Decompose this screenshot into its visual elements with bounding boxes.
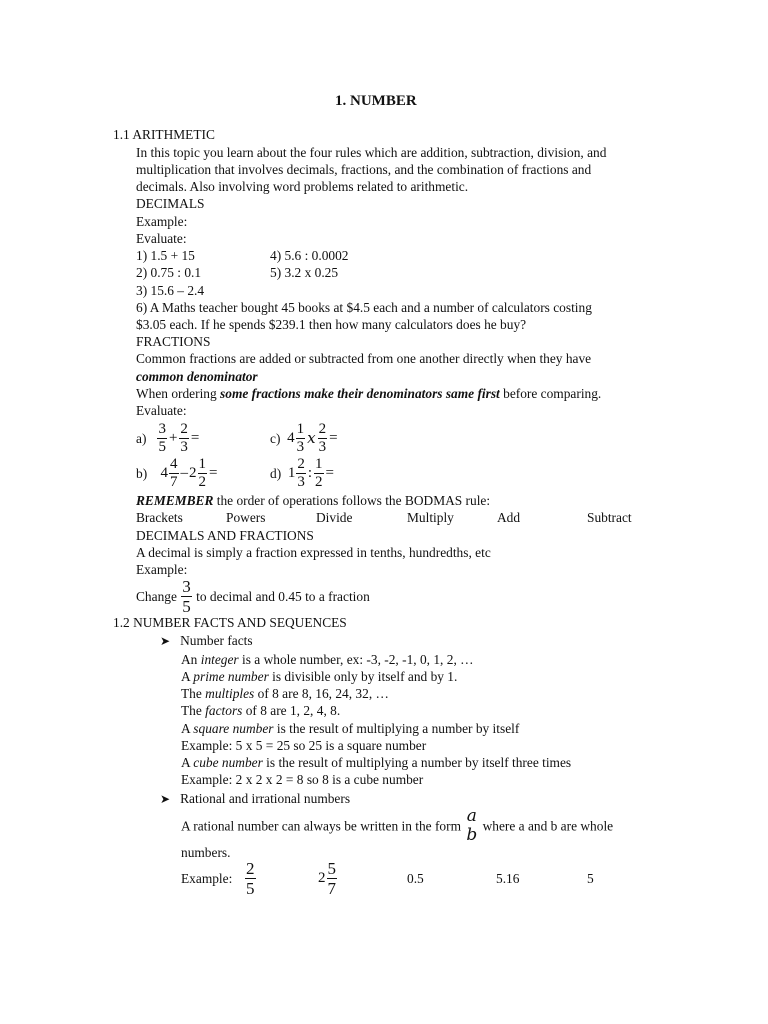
exercise-2: 2) 0.75 : 0.1 (136, 265, 202, 280)
rational-example-1: $\frac{2}{5}$ (246, 859, 255, 898)
section-heading-arithmetic: 1.1 ARITHMETIC (113, 127, 215, 142)
cube-example: Example: 2 x 2 x 2 = 8 so 8 is a cube number (181, 772, 424, 787)
exercise-4: 4) 5.6 : 0.0002 (270, 248, 349, 263)
ordering-line: When ordering some fractions make their denominators same first before comparing. (136, 386, 602, 401)
rational-example-label: Example: (181, 871, 233, 886)
remember-line: REMEMBER the order of operations follows the BODMAS rule: (136, 493, 491, 508)
change-line: Change $\frac{3}{5}$ to decimal and 0.45 to a fraction (136, 577, 370, 616)
decimal-definition: A decimal is simply a fraction expressed in tenths, hundredths, etc (136, 545, 491, 560)
evaluate-label: Evaluate: (136, 231, 187, 246)
fraction-exercise-d: d) 1 $\frac{2}{3}$ : $\frac{1}{2}$ = (270, 456, 334, 490)
example-label: Example: (136, 214, 188, 229)
arrow-bullet-icon: ➤ (160, 634, 171, 648)
factors-line: The factors of 8 are 1, 2, 4, 8. (181, 703, 341, 718)
word-problem-line-2: $3.05 each. If he spends $239.1 then how many calculators does he buy? (136, 317, 527, 332)
subheading-fractions: FRACTIONS (136, 334, 211, 349)
intro-line-3: decimals. Also involving word problems related to arithmetic. (136, 179, 469, 194)
evaluate-label-2: Evaluate: (136, 403, 187, 418)
rational-example-3: 0.5 (407, 871, 424, 886)
rational-definition: A rational number can always be written in the form a b where a and b are whole (181, 806, 614, 845)
exercise-5: 5) 3.2 x 0.25 (270, 265, 339, 280)
fraction-exercise-c: c) 4 $\frac{1}{3}$ x $\frac{2}{3}$ = (270, 421, 338, 455)
subheading-decimals: DECIMALS (136, 196, 205, 211)
bodmas-add: Add (497, 510, 521, 525)
word-problem-line-1: 6) A Maths teacher bought 45 books at $4.5 each and a number of calculators costing (136, 300, 592, 315)
subheading-decimals-fractions: DECIMALS AND FRACTIONS (136, 528, 314, 543)
prime-line: A prime number is divisible only by itself and by 1. (181, 669, 458, 684)
exercise-3: 3) 15.6 – 2.4 (136, 283, 205, 298)
cube-line: A cube number is the result of multiplying a number by itself three times (181, 755, 572, 770)
bodmas-multiply: Multiply (407, 510, 454, 525)
multiples-line: The multiples of 8 are 8, 16, 24, 32, … (181, 686, 389, 701)
fraction-exercise-b: b) 4 $\frac{4}{7}$ –2 $\frac{1}{2}$ = (136, 456, 218, 490)
example-label-2: Example: (136, 562, 188, 577)
square-example: Example: 5 x 5 = 25 so 25 is a square number (181, 738, 427, 753)
exercise-1: 1) 1.5 + 15 (136, 248, 195, 263)
intro-line-2: multiplication that involves decimals, fractions, and the combination of fractions and (136, 162, 592, 177)
common-denominator: common denominator (136, 369, 258, 384)
bodmas-powers: Powers (226, 510, 266, 525)
bodmas-subtract: Subtract (587, 510, 632, 525)
bullet-rational: ➤ Rational and irrational numbers (160, 791, 351, 806)
section-heading-number-facts: 1.2 NUMBER FACTS AND SEQUENCES (113, 615, 347, 630)
common-fractions-line: Common fractions are added or subtracted from one another directly when they have (136, 351, 592, 366)
bodmas-divide: Divide (316, 510, 353, 525)
rational-example-5: 5 (587, 871, 594, 886)
rational-example-4: 5.16 (496, 871, 520, 886)
rational-definition-cont: numbers. (181, 845, 231, 860)
page-title: 1. NUMBER (335, 93, 417, 109)
rational-example-2: 2 $\frac{5}{7}$ (318, 859, 336, 898)
fraction-exercise-a: a) $\frac{3}{5}$ + $\frac{2}{3}$ = (136, 421, 200, 455)
intro-line-1: In this topic you learn about the four rules which are addition, subtraction, division, and (136, 145, 607, 160)
integer-line: An integer is a whole number, ex: -3, -2, -1, 0, 1, 2, … (181, 652, 474, 667)
square-line: A square number is the result of multiplying a number by itself (181, 721, 520, 736)
bodmas-brackets: Brackets (136, 510, 183, 525)
arrow-bullet-icon: ➤ (160, 792, 171, 806)
bullet-number-facts: ➤ Number facts (160, 633, 253, 648)
